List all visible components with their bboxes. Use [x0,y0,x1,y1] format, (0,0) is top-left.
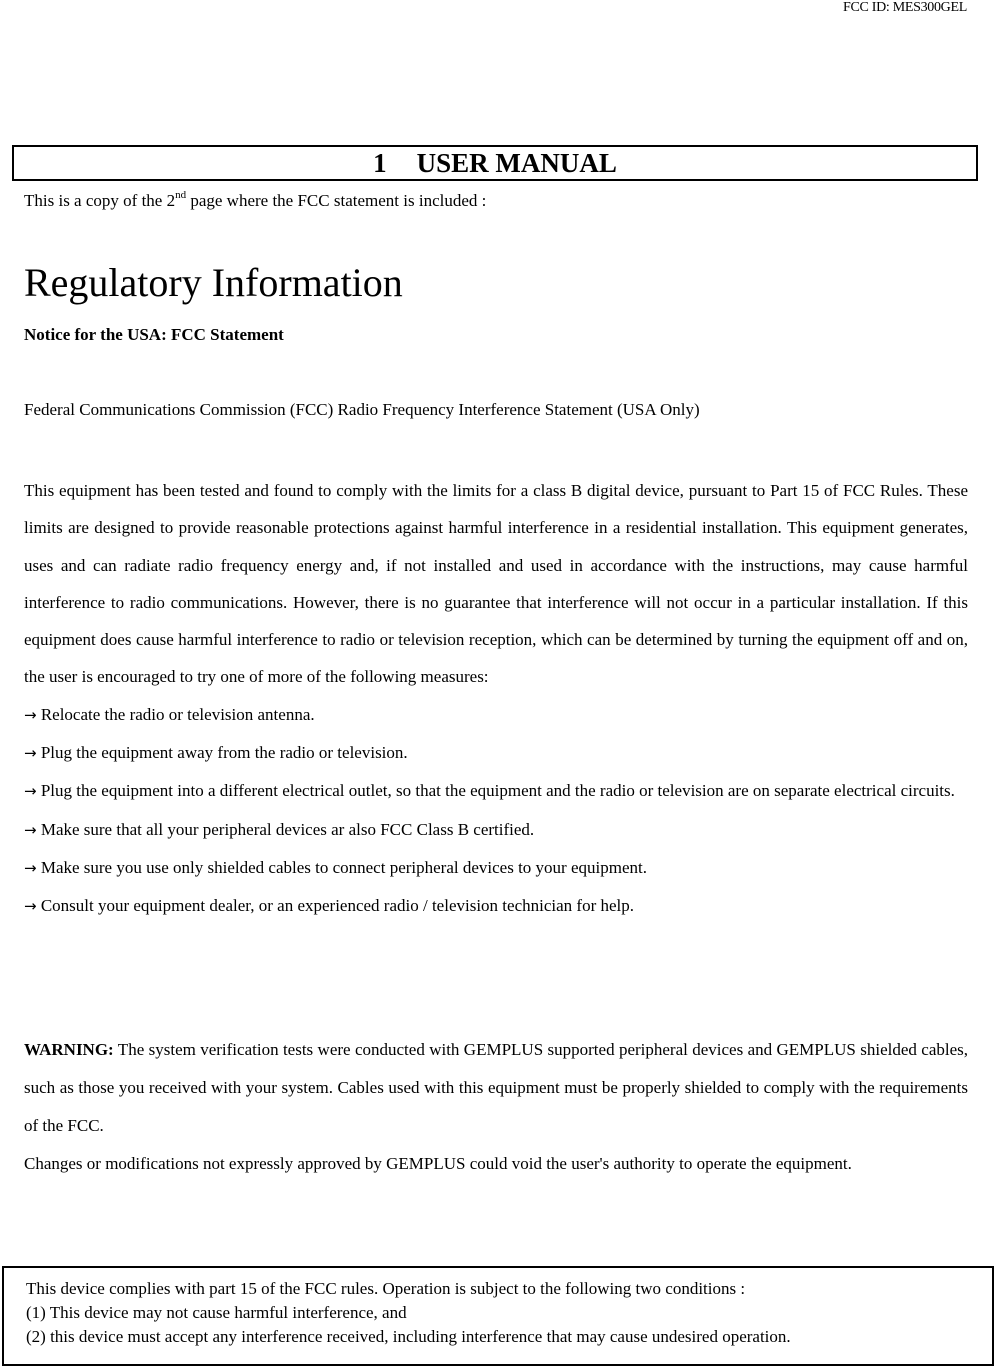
intro-text-before: This is a copy of the 2 [24,191,176,210]
measure-item [24,696,968,734]
measure-text: Consult your equipment dealer, or an experienced radio / television technician for help. [40,896,635,916]
measure-item [24,849,968,887]
measure-text: Make sure that all your peripheral devices ar also FCC Class B certified. [40,819,535,839]
warning-paragraph [24,1031,968,1145]
measure-item [24,772,968,810]
intro-superscript: nd [175,189,187,201]
arrow-right-icon: → [24,782,37,801]
arrow-right-icon: → [24,858,37,877]
arrow-right-icon: → [24,705,37,724]
measure-text: Make sure you use only shielded cables to connect peripheral devices to your equipment. [40,857,647,877]
warning-text: The system verification tests were conducted with GEMPLUS supported peripheral devices and GEMPLUS shielded cables, such as those you received with your system. Cables used with this equipment must be properly shielded to comply with the requirements of the FCC. [24,1040,968,1135]
measure-text: Relocate the radio or television antenna. [40,704,315,724]
measure-text: Plug the equipment into a different electrical outlet, so that the equipment and the radio or television are on separate electrical circuits. [40,781,955,801]
compliance-line-3: (2) this device must accept any interference received, including interference that may cause undesired operation. [26,1327,791,1346]
warning-label: WARNING: [24,1040,114,1059]
compliance-line-2: (1) This device may not cause harmful interference, and [26,1303,407,1322]
notice-heading: Notice for the USA: FCC Statement [24,325,284,344]
arrow-right-icon: → [24,820,37,839]
changes-paragraph: Changes or modifications not expressly approved by GEMPLUS could void the user's authority to operate the equipment. [24,1154,852,1173]
intro-text-after: page where the FCC statement is included : [186,191,487,210]
section-number: 1 [373,147,387,178]
section-title-box [12,145,978,181]
fcc-body [24,472,968,926]
intro-line [24,191,486,211]
measure-item [24,734,968,772]
section-title: USER MANUAL [416,147,617,178]
measure-text: Plug the equipment away from the radio or television. [40,743,408,763]
fcc-id-header: FCC ID: MES300GEL [842,0,967,15]
arrow-right-icon: → [24,897,37,916]
warning-section [24,1031,968,1183]
measure-item [24,811,968,849]
measure-item [24,887,968,925]
arrow-right-icon: → [24,744,37,763]
compliance-line-1: This device complies with part 15 of the FCC rules. Operation is subject to the following two conditions : [26,1279,746,1298]
fcc-statement-line: Federal Communications Commission (FCC) Radio Frequency Interference Statement (USA Only) [24,400,700,419]
compliance-box [2,1266,994,1366]
fcc-paragraph: This equipment has been tested and found to comply with the limits for a class B digital device, pursuant to Part 15 of FCC Rules. These limits are designed to provide reasonable protections against harmful interference in a residential installation. This equipment generates, uses and can radiate radio frequency energy and, if not installed and used in accordance with the instructions, may cause harmful interference to radio communications. However, there is no guarantee that interference will not occur in a particular installation. If this equipment does cause harmful interference to radio or television reception, which can be determined by turning the equipment off and on, the user is encouraged to try one of more of the following measures: [24,481,968,687]
regulatory-title: Regulatory Information [24,260,403,305]
